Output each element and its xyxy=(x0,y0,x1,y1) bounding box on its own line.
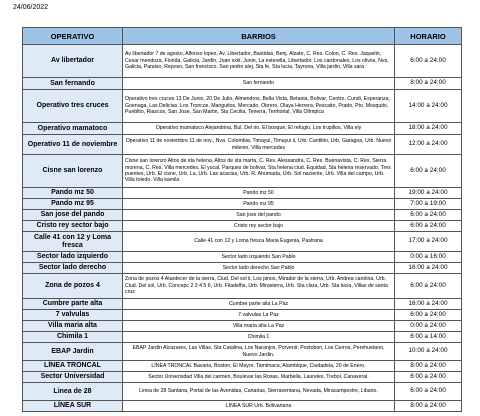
table-row xyxy=(23,210,462,221)
barrios-cell: Zona de pozos 4 Atardecer de la sierra, Ciud. Del sol ii, Los pinos, Mirador de la sierra, Urb. Andrea carolina, Urb. Ciud. Del sol, Urb. Concepc 2 3 4 5 6, Urb. Filadelfia, Urb. Mirasierra, Urb. Sta clara, Urb. Sta lucia, Villas de santa cruz xyxy=(123,274,395,299)
horario-cell: 6:00 a 24:00 xyxy=(395,383,462,401)
horario-cell: 8:00 a 24:00 xyxy=(395,78,462,90)
barrios-cell: LÍNEA SUR Urb. Bolivariana xyxy=(123,401,395,412)
barrios-cell: Cisne san lorenzo Altos de sta helena, Altos de sta marta, C. Res. Alessandra, C. Res. Buenavista, C. Res. Sierra morena, C. Res. Villa mercedes, El yucal, Parques de bolivar, Sta helena ciud. Equidad, Sta helena reservado, Tres puentes, Urb. El cisne, Urb. La, Urb. Las acacias, Urb. R. Ahumada, Urb. Sol naciente, Urb. Villa del campo, Urb. Villa toledo, Villa kamila xyxy=(123,155,395,188)
table-row xyxy=(23,361,462,372)
report-date: 24/06/2022 xyxy=(13,4,49,11)
operativo-cell: Sector Universidad xyxy=(23,372,123,383)
barrios-cell: EBAP Jardin Alcazares, Las Villas, Sta Catalina, Los Naranjos, Porvenir, Postobon, Los Cerros, Perehuetano, Nuevo Jardin. xyxy=(123,343,395,361)
operativo-cell: LÍNEA SUR xyxy=(23,401,123,412)
operativo-cell: Calle 41 con 12 y Loma fresca xyxy=(23,232,123,252)
table-row xyxy=(23,90,462,123)
header-operativo: OPERATIVO xyxy=(23,28,123,45)
table-row xyxy=(23,78,462,90)
horario-cell: 14:00 a 24:00 xyxy=(395,90,462,123)
schedule-table xyxy=(22,27,462,412)
barrios-cell: Pando mz 95 xyxy=(123,199,395,210)
horario-cell: 16:00 a 24:00 xyxy=(395,299,462,310)
barrios-cell: Cumbre parte alta La Paz xyxy=(123,299,395,310)
table-row xyxy=(23,252,462,263)
barrios-cell: Calle 41 con 12 y Loma fresca Maria Eugenia, Pastrana xyxy=(123,232,395,252)
table-row xyxy=(23,343,462,361)
horario-cell: 16:00 a 24:00 xyxy=(395,263,462,274)
operativo-cell: Operativo 11 de noviembre xyxy=(23,135,123,155)
table-body xyxy=(23,45,462,412)
header-horario: HORARIO xyxy=(395,28,462,45)
operativo-cell: Linea de 28 xyxy=(23,383,123,401)
table-row xyxy=(23,299,462,310)
barrios-cell: Operativo tres cruces 13 De Junio, 20 De Julio, Almendros, Bella Vista, Betania, Bolivar, Centro, Cundi, Esperanza, Goenaga, Las Delicias, Los Troncos, Manguitos, Mercado, Obrero, Olaya Herrera, Pescaito, Prado, Pto. Mosquito, Pueblito, Riascos, San Jose, San Martin, Sta Cecilia, Tenería, Territorial, Villa Olímpica xyxy=(123,90,395,123)
horario-cell: 8:00 a 24:00 xyxy=(395,401,462,412)
barrios-cell: Villa maria alta La Paz xyxy=(123,321,395,332)
barrios-cell: Cristo rey sector bajo xyxy=(123,221,395,232)
operativo-cell: San fernando xyxy=(23,78,123,90)
table-row xyxy=(23,274,462,299)
horario-cell: 0:00 a 16:00 xyxy=(395,252,462,263)
table-row xyxy=(23,310,462,321)
operativo-cell: San jose del pando xyxy=(23,210,123,221)
horario-cell: 6:00 a 14:00 xyxy=(395,332,462,343)
table-row xyxy=(23,232,462,252)
operativo-cell: Av libertador xyxy=(23,45,123,78)
operativo-cell: Pando mz 95 xyxy=(23,199,123,210)
table-row xyxy=(23,372,462,383)
horario-cell: 6:00 a 24:00 xyxy=(395,155,462,188)
barrios-cell: Operativo 11 de noviembre 11 de nov., Nva. Colombia, Timayui, Timayui ii, Urb. Cantilito, Urb. Garagoa, Urb. Nuevo milenio, Villa mercedes xyxy=(123,135,395,155)
operativo-cell: Villa maria alta xyxy=(23,321,123,332)
operativo-cell: Cristo rey sector bajo xyxy=(23,221,123,232)
horario-cell: 18:00 a 24:00 xyxy=(395,123,462,135)
horario-cell: 6:00 a 24:00 xyxy=(395,210,462,221)
barrios-cell: LÍNEA TRONCAL Bavaria, Boston, El Mayor, Tamimaca, Alambique, Ciudadela, 20 de Enero. xyxy=(123,361,395,372)
barrios-cell: Linea de 28 Santana, Portal de las Avenidas, Canarias, Sierraventana, Nevada, Miracampestre, Libano. xyxy=(123,383,395,401)
table-row xyxy=(23,199,462,210)
table-header-row xyxy=(23,28,462,45)
table-row xyxy=(23,332,462,343)
table-row xyxy=(23,45,462,78)
horario-cell: 12:00 a 24:00 xyxy=(395,135,462,155)
operativo-cell: Sector lado izquierdo xyxy=(23,252,123,263)
barrios-cell: Operativo mamatoco Alejandrina, Bul. Del rio, El bosque, El refugio, Los trupillos, Villa ely xyxy=(123,123,395,135)
operativo-cell: Sector lado derecho xyxy=(23,263,123,274)
horario-cell: 8:00 a 24:00 xyxy=(395,361,462,372)
barrios-cell: San jose del pando xyxy=(123,210,395,221)
operativo-cell: Zona de pozos 4 xyxy=(23,274,123,299)
table-row xyxy=(23,401,462,412)
horario-cell: 6:00 a 24:00 xyxy=(395,45,462,78)
horario-cell: 0:00 a 24:00 xyxy=(395,321,462,332)
operativo-cell: Operativo tres cruces xyxy=(23,90,123,123)
barrios-cell: Av libertador 7 de agosto, Alfonso lopez, Av. Libertador, Bastidas, Benj. Alzate, C. Res. Colon, C. Res. Jaquelin, Cesar mendoza, Florida, Galicia, Jardin, Juan xxiii, Junin, La esterella, Libertador, Los cardonales, Los olivos, Nva. Galicia, Paraiso, Reposo, San francisco, San pedro alej, Sta fe, Sta lucia, Tayrona, Villa jardin, Villa sara xyxy=(123,45,395,78)
barrios-cell: Chimila 1 xyxy=(123,332,395,343)
horario-cell: 6:00 a 24:00 xyxy=(395,310,462,321)
operativo-cell: EBAP Jardin xyxy=(23,343,123,361)
barrios-cell: Sector Universidad Villa del carmen, Boulevar las Rosas, Marbella, Laureles, Trebol, Canaveral. xyxy=(123,372,395,383)
operativo-cell: Operativo mamatoco xyxy=(23,123,123,135)
table-row xyxy=(23,135,462,155)
table-row xyxy=(23,155,462,188)
operativo-cell: Cisne san lorenzo xyxy=(23,155,123,188)
operativo-cell: Cumbre parte alta xyxy=(23,299,123,310)
table-row xyxy=(23,221,462,232)
barrios-cell: Pando mz 50 xyxy=(123,188,395,199)
barrios-cell: Sector lado derecho San Pablo xyxy=(123,263,395,274)
horario-cell: 7:00 a 19:00 xyxy=(395,199,462,210)
horario-cell: 6:00 a 24:00 xyxy=(395,274,462,299)
barrios-cell: San fernando xyxy=(123,78,395,90)
operativo-cell: Pando mz 50 xyxy=(23,188,123,199)
table-row xyxy=(23,123,462,135)
operativo-cell: Chimila 1 xyxy=(23,332,123,343)
horario-cell: 6:00 a 24:00 xyxy=(395,372,462,383)
table-row xyxy=(23,263,462,274)
barrios-cell: 7 valvulas La Paz xyxy=(123,310,395,321)
operativo-cell: 7 valvulas xyxy=(23,310,123,321)
horario-cell: 19:00 a 24:00 xyxy=(395,188,462,199)
horario-cell: 6:00 a 24:00 xyxy=(395,221,462,232)
header-barrios: BARRIOS xyxy=(123,28,395,45)
table-row xyxy=(23,321,462,332)
horario-cell: 17:00 a 24:00 xyxy=(395,232,462,252)
table-row xyxy=(23,188,462,199)
horario-cell: 10:00 a 24:00 xyxy=(395,343,462,361)
barrios-cell: Sector lado izquierdo San Pablo xyxy=(123,252,395,263)
table-row xyxy=(23,383,462,401)
operativo-cell: LÍNEA TRONCAL xyxy=(23,361,123,372)
